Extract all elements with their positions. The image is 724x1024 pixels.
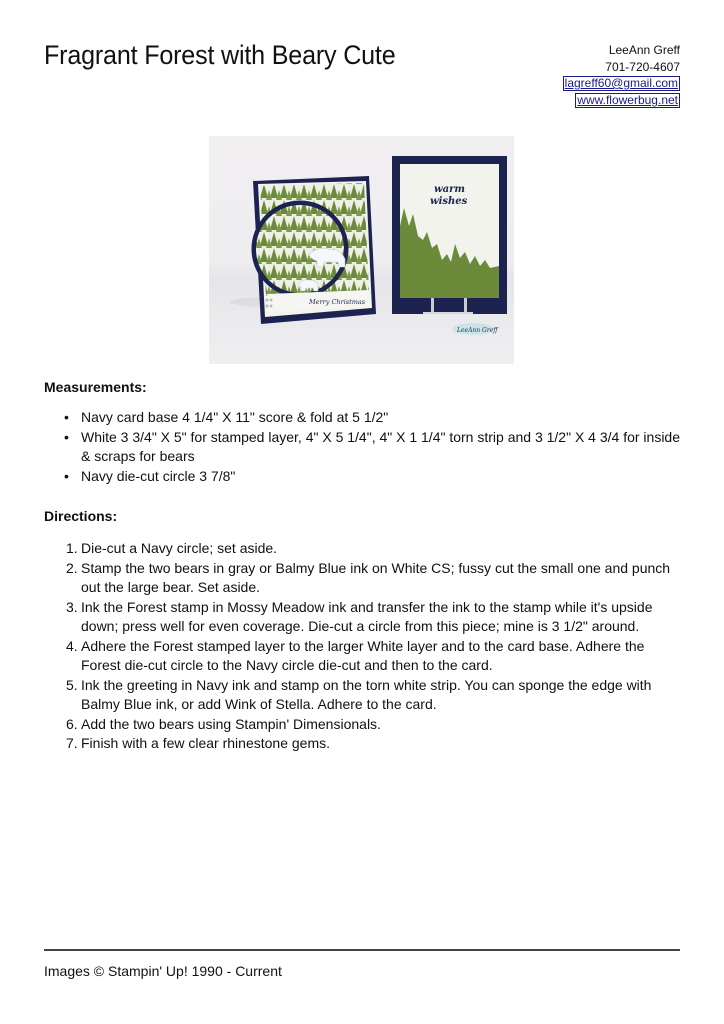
list-item xyxy=(44,715,684,735)
step-text: Finish with a few clear rhinestone gems. xyxy=(81,735,330,751)
list-item xyxy=(44,598,684,637)
step-text: Ink the Forest stamp in Mossy Meadow ink and transfer the ink to the stamp while it's upside down; press well for even coverage. Die-cut a circle from this piece; mine is 3 1/2" around. xyxy=(81,598,653,634)
footer-divider xyxy=(44,949,680,951)
step-number: 2. xyxy=(66,559,78,576)
list-item xyxy=(44,637,684,676)
step-text: Adhere the Forest stamped layer to the larger White layer and to the card base. Adhere the Forest die-cut circle to the Navy circle die-cut and then to the card. xyxy=(81,637,645,673)
list-item xyxy=(44,559,684,598)
list-item xyxy=(44,734,684,754)
svg-text:LeeAnn Greff: LeeAnn Greff xyxy=(457,327,498,334)
list-item xyxy=(44,676,684,715)
step-number: 7. xyxy=(66,735,78,751)
list-item xyxy=(44,539,684,559)
directions-list xyxy=(44,539,684,754)
page-title: Fragrant Forest with Beary Cute xyxy=(44,40,396,70)
step-text: Die-cut a Navy circle; set aside. xyxy=(81,540,278,556)
card-photo xyxy=(209,136,514,364)
list-item: • Navy card base 4 1/4" X 11" score & fold at 5 1/2" xyxy=(44,408,684,428)
card2-greeting-line2: wishes xyxy=(430,196,468,207)
list-item: • Navy die-cut circle 3 7/8" xyxy=(44,467,684,487)
step-number: 1. xyxy=(66,540,78,556)
phone-number: 701-720-4607 xyxy=(605,59,680,74)
step-number: 5. xyxy=(66,676,78,693)
author-name: LeeAnn Greff xyxy=(608,43,680,57)
card1-greeting: Merry Christmas xyxy=(309,298,366,306)
card-merry-christmas xyxy=(249,176,376,324)
card-warm-wishes xyxy=(392,156,507,314)
directions-heading: Directions: xyxy=(44,508,118,524)
step-text: Add the two bears using Stampin' Dimensionals. xyxy=(81,715,381,732)
step-number: 6. xyxy=(66,715,78,732)
card2-greeting-line1: warm xyxy=(434,184,465,195)
contact-block xyxy=(563,42,680,108)
step-number: 3. xyxy=(66,598,78,615)
list-item: • White 3 3/4" X 5" for stamped layer, 4" X 5 1/4", 4" X 1 1/4" torn strip and 3 1/2" X 4 3/4 for inside & scraps for bears xyxy=(44,428,684,467)
step-number: 4. xyxy=(66,637,78,654)
website-link[interactable]: www.flowerbug.net xyxy=(577,92,678,107)
measurements-list xyxy=(44,408,684,486)
step-text: Ink the greeting in Navy ink and stamp on the torn white strip. You can sponge the edge with Balmy Blue ink, or add Wink of Stella. Adhere to the card. xyxy=(81,676,652,712)
signature-watermark xyxy=(452,323,499,335)
email-link[interactable]: lagreff60@gmail.com xyxy=(564,76,678,90)
footer-copyright: Images © Stampin' Up! 1990 - Current xyxy=(44,963,282,979)
measurements-heading: Measurements: xyxy=(44,379,147,395)
step-text: Stamp the two bears in gray or Balmy Blue ink on White CS; fussy cut the small one and punch out the large bear. Set aside. xyxy=(81,559,671,595)
